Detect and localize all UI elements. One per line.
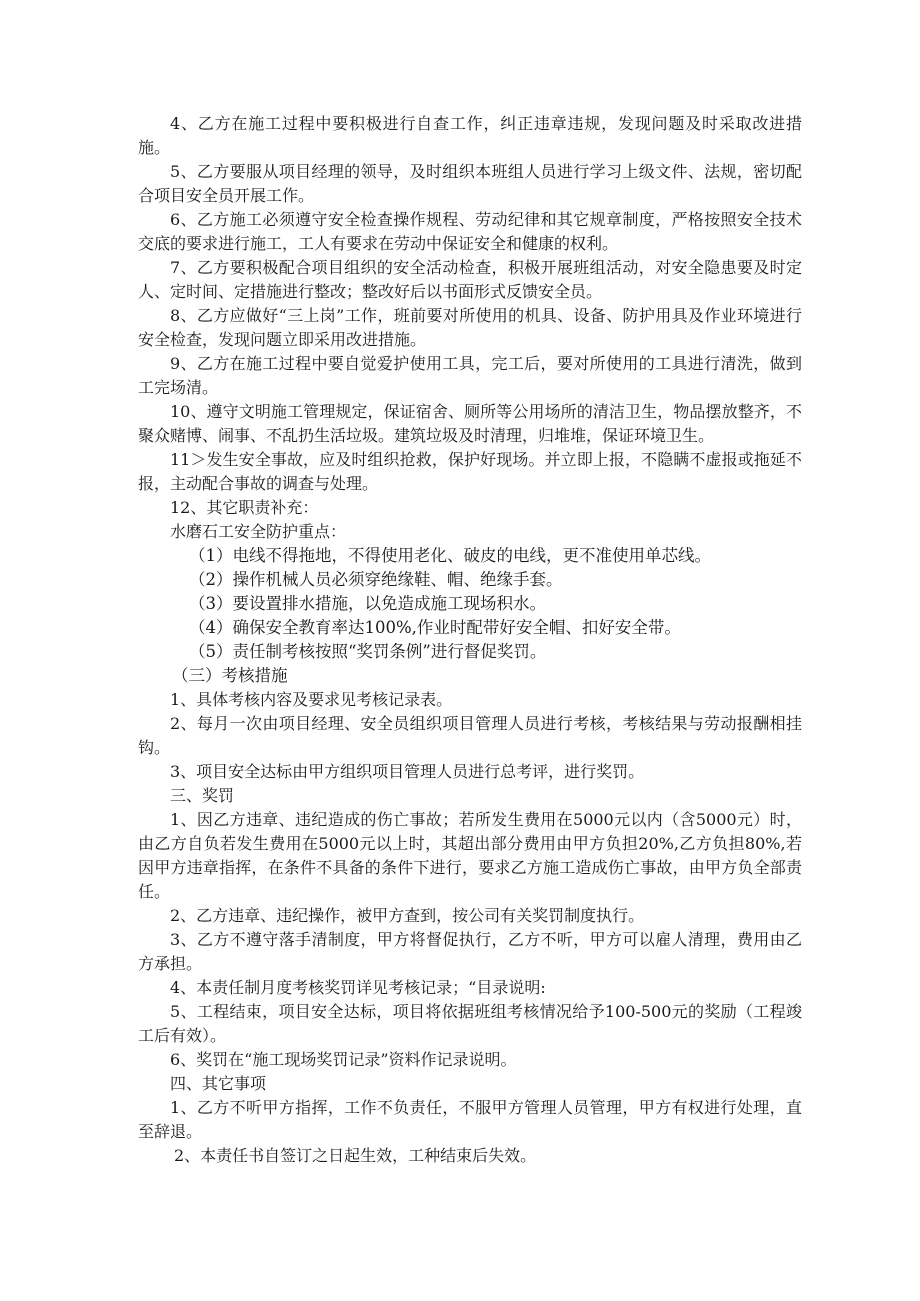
- rewards-item-4: 4、本责任制月度考核奖罚详见考核记录；“目录说明:: [170, 978, 546, 997]
- section-rewards-title: 三、奖罚: [170, 786, 235, 805]
- rewards-item-2: 2、乙方违章、违纪操作，被甲方查到，按公司有关奖罚制度执行。: [170, 906, 645, 925]
- focus-title: 水磨石工安全防护重点：: [170, 522, 347, 541]
- paragraph-5: 5、乙方要服从项目经理的领导，及时组织本班组人员进行学习上级文件、法规，密切配合项目安全员开展工作。: [138, 162, 802, 205]
- other-item-2: 2、本责任书自签订之日起生效，工种结束后失效。: [174, 1146, 537, 1165]
- rewards-item-5: 5、工程结束，项目安全达标，项目将依据班组考核情况给予100-500元的奖励（工程竣工后有效）。: [138, 1002, 802, 1045]
- paragraph-6: 6、乙方施工必须遵守安全检查操作规程、劳动纪律和其它规章制度，严格按照安全技术交底的要求进行施工，工人有要求在劳动中保证安全和健康的权利。: [138, 210, 802, 253]
- paragraph-4: 4、乙方在施工过程中要积极进行自查工作，纠正违章违规，发现问题及时采取改进措施。: [138, 114, 802, 157]
- focus-item-5: （5）责任制考核按照“奖罚条例”进行督促奖罚。: [189, 642, 547, 661]
- rewards-item-1: 1、因乙方违章、违纪造成的伤亡事故；若所发生费用在5000元以内（含5000元）时，由乙方自负若发生费用在5000元以上时，其超出部分费用由甲方负担20%,乙方负担80%,若因甲方违章指挥，在条件不具备的条件下进行，要求乙方施工造成伤亡事故，由甲方负全部责任。: [138, 810, 802, 901]
- focus-item-4: （4）确保安全教育率达100%,作业时配带好安全帽、扣好安全带。: [189, 618, 681, 637]
- assessment-item-1: 1、具体考核内容及要求见考核记录表。: [170, 690, 453, 709]
- focus-item-3: （3）要设置排水措施，以免造成施工现场积水。: [189, 594, 546, 613]
- section-other-title: 四、其它事项: [170, 1074, 267, 1093]
- paragraph-11: 11＞发生安全事故，应及时组织抢救，保护好现场。并立即上报，不隐瞒不虚报或拖延不报，主动配合事故的调查与处理。: [138, 450, 802, 493]
- section-assessment-title: （三）考核措施: [172, 666, 288, 685]
- paragraph-12: 12、其它职责补充：: [170, 498, 319, 517]
- assessment-item-3: 3、项目安全达标由甲方组织项目管理人员进行总考评，进行奖罚。: [170, 762, 645, 781]
- assessment-item-2: 2、每月一次由项目经理、安全员组织项目管理人员进行考核，考核结果与劳动报酬相挂钩。: [138, 714, 802, 757]
- rewards-item-3: 3、乙方不遵守落手清制度，甲方将督促执行，乙方不听，甲方可以雇人清理，费用由乙方承担。: [138, 930, 802, 973]
- paragraph-8: 8、乙方应做好“三上岗”工作，班前要对所使用的机具、设备、防护用具及作业环境进行安全检查，发现问题立即采用改进措施。: [138, 306, 802, 349]
- paragraph-10: 10、遵守文明施工管理规定，保证宿舍、厕所等公用场所的清洁卫生，物品摆放整齐，不聚众赌博、闹事、不乱扔生活垃圾。建筑垃圾及时清理，归堆堆，保证环境卫生。: [138, 402, 802, 445]
- focus-item-2: （2）操作机械人员必须穿绝缘鞋、帽、绝缘手套。: [189, 570, 563, 589]
- other-item-1: 1、乙方不听甲方指挥，工作不负责任，不服甲方管理人员管理，甲方有权进行处理，直至辞退。: [138, 1098, 802, 1141]
- focus-item-1: （1）电线不得拖地，不得使用老化、破皮的电线，更不准使用单芯线。: [189, 546, 711, 565]
- document-body: [138, 112, 802, 1168]
- paragraph-9: 9、乙方在施工过程中要自觉爱护使用工具，完工后，要对所使用的工具进行清洗，做到工完场清。: [138, 354, 802, 397]
- rewards-item-6: 6、奖罚在“施工现场奖罚记录”资料作记录说明。: [170, 1050, 517, 1069]
- paragraph-7: 7、乙方要积极配合项目组织的安全活动检查，积极开展班组活动，对安全隐患要及时定人、定时间、定措施进行整改；整改好后以书面形式反馈安全员。: [138, 258, 802, 301]
